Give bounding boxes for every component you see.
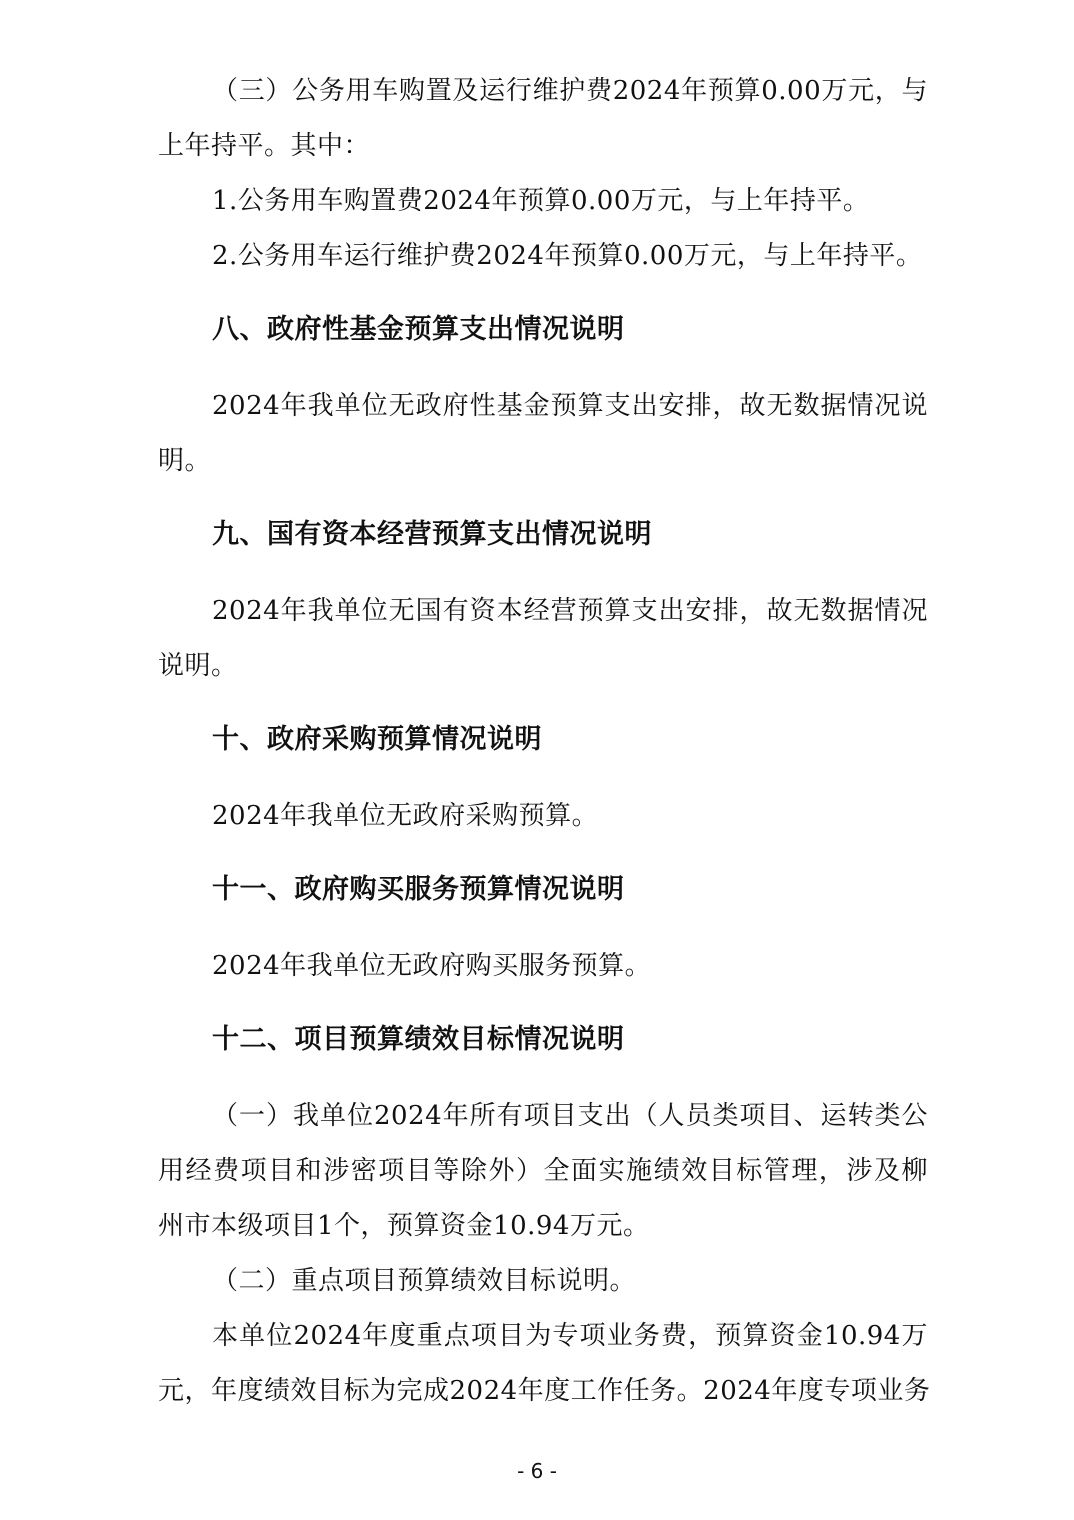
paragraph-line: 2024年我单位无政府采购预算。 <box>212 801 599 831</box>
paragraph-line: （一）我单位2024年所有项目支出（人员类项目、运转类公 <box>212 1101 928 1131</box>
paragraph-line: 说明。 <box>158 651 238 681</box>
paragraph-line: （三）公务用车购置及运行维护费2024年预算0.00万元，与 <box>212 76 928 106</box>
paragraph-line: 明。 <box>158 446 212 476</box>
paragraph-line: 元，年度绩效目标为完成2024年度工作任务。2024年度专项业务 <box>158 1376 931 1406</box>
paragraph-line: 2024年我单位无政府购买服务预算。 <box>212 951 652 981</box>
section-heading: 八、政府性基金预算支出情况说明 <box>212 314 625 345</box>
section-heading: 十、政府采购预算情况说明 <box>212 724 542 755</box>
paragraph-line: 州市本级项目1个，预算资金10.94万元。 <box>158 1211 650 1241</box>
section-heading: 九、国有资本经营预算支出情况说明 <box>212 519 652 550</box>
paragraph-line: 2024年我单位无国有资本经营预算支出安排，故无数据情况 <box>212 596 928 626</box>
paragraph-line: 用经费项目和涉密项目等除外）全面实施绩效目标管理，涉及柳 <box>158 1156 928 1186</box>
section-heading: 十一、政府购买服务预算情况说明 <box>212 874 625 905</box>
list-item: 2.公务用车运行维护费2024年预算0.00万元，与上年持平。 <box>212 241 923 271</box>
paragraph-line: 上年持平。其中： <box>158 131 371 161</box>
section-heading: 十二、项目预算绩效目标情况说明 <box>212 1024 625 1055</box>
page-number: - 6 - <box>517 1459 557 1483</box>
paragraph-line: 2024年我单位无政府性基金预算支出安排，故无数据情况说 <box>212 391 928 421</box>
paragraph-line: 本单位2024年度重点项目为专项业务费，预算资金10.94万 <box>212 1321 928 1351</box>
paragraph-line: （二）重点项目预算绩效目标说明。 <box>212 1266 637 1296</box>
list-item: 1.公务用车购置费2024年预算0.00万元，与上年持平。 <box>212 186 870 216</box>
